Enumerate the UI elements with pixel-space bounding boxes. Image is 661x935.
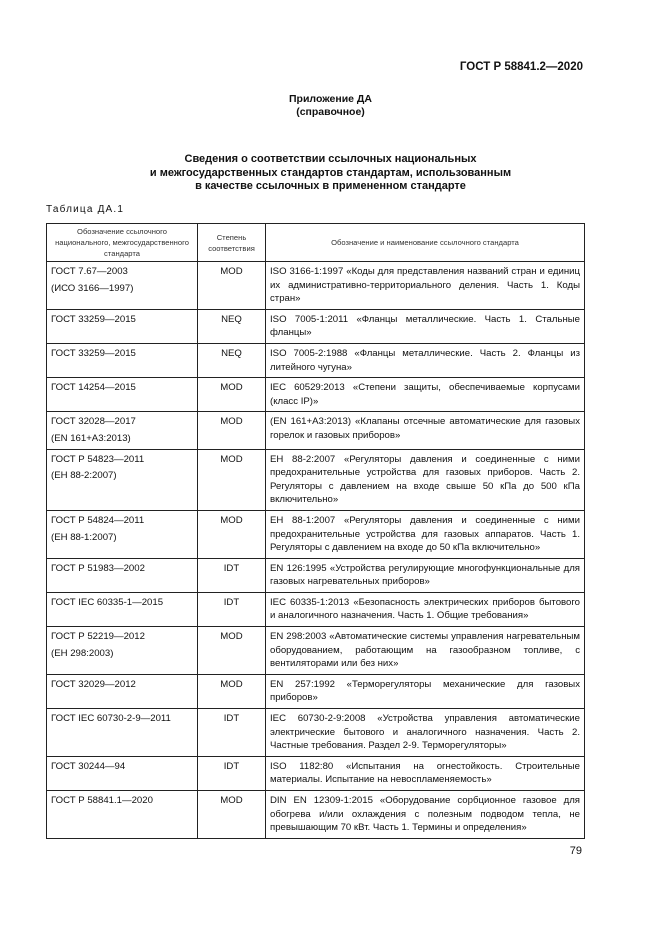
table-row bbox=[47, 791, 585, 839]
degree-cell: NEQ bbox=[198, 343, 266, 377]
degree-cell: MOD bbox=[198, 412, 266, 449]
standard-designation: ГОСТ 32028—2017 bbox=[51, 416, 136, 428]
national-standard-cell bbox=[47, 756, 198, 790]
column-header-reference-standard: Обозначение и наименование ссылочного стандарта bbox=[266, 224, 585, 262]
document-id-header: ГОСТ Р 58841.2—2020 bbox=[459, 61, 583, 73]
national-standard-cell bbox=[47, 262, 198, 310]
standard-designation: ГОСТ 7.67—2003 bbox=[51, 266, 128, 277]
reference-standard-cell: ISO 7005-1:2011 «Фланцы металлические. Часть 1. Стальные фланцы» bbox=[266, 309, 585, 343]
national-standard-cell bbox=[47, 449, 198, 510]
table-row bbox=[47, 412, 585, 449]
table-row bbox=[47, 627, 585, 675]
degree-cell: MOD bbox=[198, 262, 266, 310]
section-title bbox=[0, 153, 661, 194]
reference-standard-cell: IEC 60529:2013 «Степени защиты, обеспечиваемые корпусами (класс IP)» bbox=[266, 378, 585, 412]
national-standard-cell bbox=[47, 378, 198, 412]
standard-designation: ГОСТ 30244—94 bbox=[51, 760, 126, 772]
table-row bbox=[47, 756, 585, 790]
table-row bbox=[47, 592, 585, 626]
standard-designation: ГОСТ 32029—2012 bbox=[51, 678, 136, 690]
degree-cell: MOD bbox=[198, 674, 266, 708]
standard-designation: ГОСТ 14254—2015 bbox=[51, 382, 136, 394]
degree-cell: NEQ bbox=[198, 309, 266, 343]
standard-designation: ГОСТ 33259—2015 bbox=[51, 347, 136, 359]
national-standard-cell bbox=[47, 412, 198, 449]
reference-standard-cell: ЕН 88-2:2007 «Регуляторы давления и соединенные с ними предохранительные устройства для газовых приборов. Часть 2. Регуляторы с давлением на входе свыше 50 кПа до 500 кПа включительно» bbox=[266, 449, 585, 510]
table-row bbox=[47, 449, 585, 510]
degree-cell: IDT bbox=[198, 709, 266, 757]
reference-standard-cell: IEC 60335-1:2013 «Безопасность электрических приборов бытового и аналогичного назначения. Часть 1. Общие требования» bbox=[266, 592, 585, 626]
column-header-national-standard: Обозначение ссылочного национального, межгосударственного стандарта bbox=[47, 224, 198, 262]
standard-designation: ГОСТ IEC 60730-2-9—2011 bbox=[51, 713, 171, 725]
standard-designation: (ЕН 88-2:2007) bbox=[51, 470, 117, 482]
standard-designation: ГОСТ 33259—2015 bbox=[51, 313, 136, 325]
annex-title: Приложение ДА bbox=[289, 93, 372, 105]
standard-designation: ГОСТ IEC 60335-1—2015 bbox=[51, 596, 164, 608]
standard-designation: (EN 161+A3:2013) bbox=[51, 432, 131, 444]
standard-designation: ГОСТ Р 58841.1—2020 bbox=[51, 795, 153, 806]
reference-standard-cell: DIN EN 12309-1:2015 «Оборудование сорбционное газовое для обогрева и/или охлаждения с полезным подводом тепла, не превышающим 70 кВт. Часть 1. Термины и определения» bbox=[266, 791, 585, 839]
table-header-row bbox=[47, 224, 585, 262]
national-standard-cell bbox=[47, 558, 198, 592]
reference-standard-cell: ЕН 88-1:2007 «Регуляторы давления и соединенные с ними предохранительные устройства для газовых аппаратов. Часть 1. Регуляторы с давлением на входе до 50 кПа включительно» bbox=[266, 510, 585, 558]
degree-cell: IDT bbox=[198, 558, 266, 592]
degree-cell: MOD bbox=[198, 449, 266, 510]
page-number: 79 bbox=[569, 845, 582, 857]
standard-designation: ГОСТ Р 54823—2011 bbox=[51, 453, 145, 465]
national-standard-cell bbox=[47, 791, 198, 839]
reference-standard-cell: (EN 161+A3:2013) «Клапаны отсечные автоматические для газовых горелок и газовых приборов» bbox=[266, 412, 585, 449]
reference-standard-cell: ISO 1182:80 «Испытания на огнестойкость. Строительные материалы. Испытание на невоспламеняемость» bbox=[266, 756, 585, 790]
reference-standard-cell: ISO 7005-2:1988 «Фланцы металлические. Часть 2. Фланцы из литейного чугуна» bbox=[266, 343, 585, 377]
national-standard-cell bbox=[47, 343, 198, 377]
title-line: в качестве ссылочных в примененном стандарте bbox=[195, 180, 466, 192]
national-standard-cell bbox=[47, 627, 198, 675]
national-standard-cell bbox=[47, 309, 198, 343]
column-header-degree: Степень соответствия bbox=[198, 224, 266, 262]
reference-standard-cell: IEC 60730-2-9:2008 «Устройства управления автоматические электрические бытового и аналогичного назначения. Часть 2. Частные требования. Раздел 2-9. Терморегуляторы» bbox=[266, 709, 585, 757]
table-row bbox=[47, 309, 585, 343]
reference-standard-cell: EN 298:2003 «Автоматические системы управления нагревательным оборудованием, работающим на газообразном топливе, с вентиляторами или без них» bbox=[266, 627, 585, 675]
table-row bbox=[47, 674, 585, 708]
title-line: Сведения о соответствии ссылочных национальных bbox=[184, 153, 477, 165]
standard-designation: (ЕН 298:2003) bbox=[51, 647, 114, 659]
table-row bbox=[47, 510, 585, 558]
national-standard-cell bbox=[47, 592, 198, 626]
degree-cell: MOD bbox=[198, 791, 266, 839]
standard-designation: (ИСО 3166—1997) bbox=[51, 282, 134, 294]
standard-designation: ГОСТ Р 51983—2002 bbox=[51, 562, 145, 574]
annex-subtitle: (справочное) bbox=[296, 106, 365, 118]
table-caption: Таблица ДА.1 bbox=[46, 204, 125, 215]
table-row bbox=[47, 558, 585, 592]
standard-designation: ГОСТ Р 52219—2012 bbox=[51, 631, 145, 643]
standard-designation: (ЕН 88-1:2007) bbox=[51, 531, 117, 543]
reference-standard-cell: EN 126:1995 «Устройства регулирующие многофункциональные для газовых нагревательных приборов» bbox=[266, 558, 585, 592]
reference-standard-cell: ISO 3166-1:1997 «Коды для представления названий стран и единиц их административно-территориального деления. Часть 1. Коды стран» bbox=[266, 262, 585, 310]
degree-cell: IDT bbox=[198, 756, 266, 790]
degree-cell: MOD bbox=[198, 627, 266, 675]
table-row bbox=[47, 709, 585, 757]
degree-cell: IDT bbox=[198, 592, 266, 626]
table-row bbox=[47, 262, 585, 310]
standards-table bbox=[46, 223, 585, 839]
national-standard-cell bbox=[47, 674, 198, 708]
national-standard-cell bbox=[47, 510, 198, 558]
table-row bbox=[47, 343, 585, 377]
degree-cell: MOD bbox=[198, 510, 266, 558]
reference-standard-cell: EN 257:1992 «Терморегуляторы механические для газовых приборов» bbox=[266, 674, 585, 708]
standard-designation: ГОСТ Р 54824—2011 bbox=[51, 514, 145, 526]
table-row bbox=[47, 378, 585, 412]
title-line: и межгосударственных стандартов стандартам, использованным bbox=[149, 166, 512, 179]
degree-cell: MOD bbox=[198, 378, 266, 412]
national-standard-cell bbox=[47, 709, 198, 757]
